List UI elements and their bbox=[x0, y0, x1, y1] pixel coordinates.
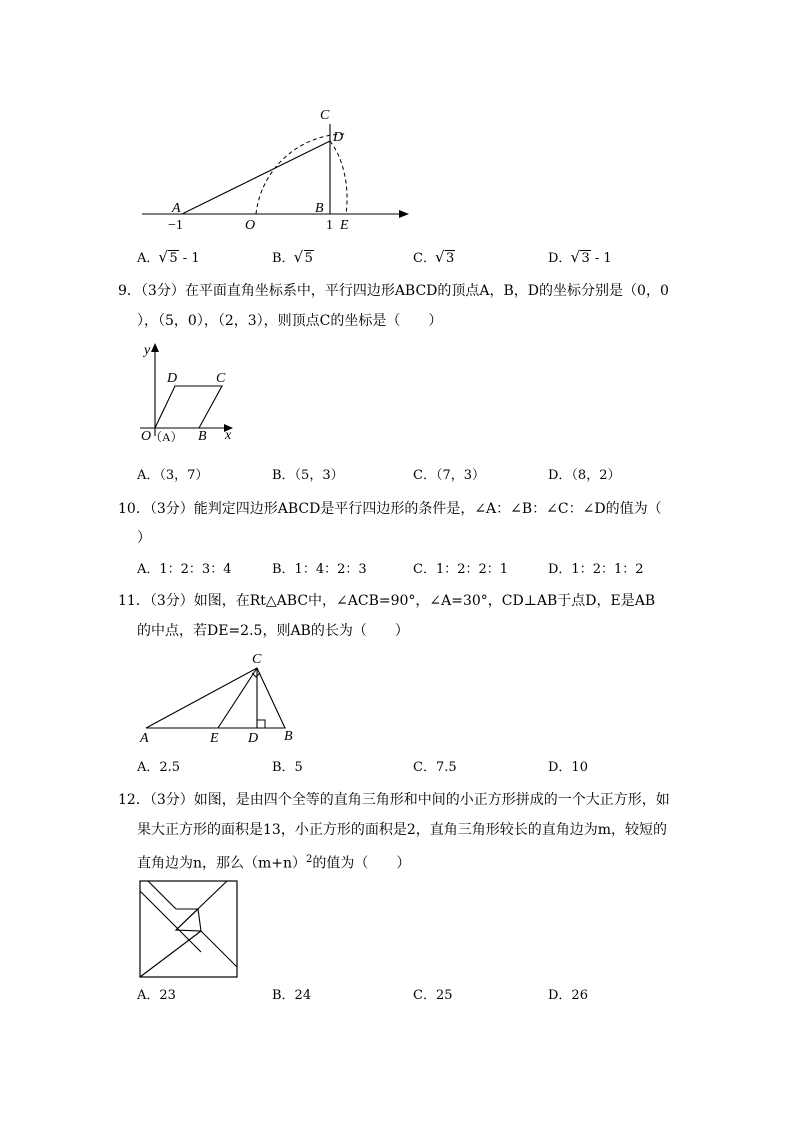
q10-text-line2: ） bbox=[137, 530, 151, 546]
triangle-edge-1 bbox=[140, 891, 201, 952]
option-letter: C． bbox=[413, 251, 436, 266]
q9-text-line2: ），（5，0），（2，3），则顶点C的坐标是（ ） bbox=[137, 313, 443, 329]
q10-option-d[interactable]: D．1：2：1：2 bbox=[548, 562, 644, 577]
label-A-paren: （A） bbox=[150, 430, 183, 444]
q11-option-d[interactable]: D．10 bbox=[548, 760, 588, 775]
q10-option-a[interactable]: A．1：2：3：4 bbox=[137, 562, 232, 577]
q10-text-line1: 10．（3分）能判定四边形ABCD是平行四边形的条件是，∠A：∠B：∠C：∠D的值为（ bbox=[118, 501, 662, 517]
q11-text-line2: 的中点，若DE=2.5，则AB的长为（ ） bbox=[137, 623, 409, 639]
q12-text-line2: 果大正方形的面积是13，小正方形的面积是2，直角三角形较长的直角边为m，较短的 bbox=[137, 822, 667, 838]
q12-line3-post: 的值为（ ） bbox=[312, 855, 411, 872]
q10-option-b[interactable]: B．1：4：2：3 bbox=[272, 562, 367, 577]
q11-option-b[interactable]: B．5 bbox=[272, 760, 303, 775]
label-D: D bbox=[333, 130, 344, 145]
q9-option-c[interactable]: C．（7，3） bbox=[413, 468, 485, 483]
q12-option-a[interactable]: A．23 bbox=[137, 988, 176, 1003]
q11-option-c[interactable]: C．7.5 bbox=[413, 760, 457, 775]
q12-option-c[interactable]: C．25 bbox=[413, 988, 453, 1003]
big-square bbox=[140, 881, 237, 977]
label-A: A bbox=[140, 731, 149, 746]
label-C: C bbox=[216, 371, 226, 386]
triangle-edge-2 bbox=[148, 881, 176, 909]
label-neg-one: −1 bbox=[168, 218, 183, 233]
q12-option-b[interactable]: B．24 bbox=[272, 988, 312, 1003]
radicand: 5 bbox=[304, 251, 313, 266]
option-letter: D． bbox=[548, 251, 572, 266]
q10-option-c[interactable]: C．1：2：2：1 bbox=[413, 562, 509, 577]
radicand: 5 bbox=[169, 251, 178, 266]
option-tail: - 1 bbox=[178, 251, 200, 266]
label-E: E bbox=[210, 731, 219, 746]
label-E: E bbox=[340, 218, 349, 233]
triangle-edge-5 bbox=[140, 931, 201, 977]
option-letter: B． bbox=[272, 251, 295, 266]
label-D: D bbox=[167, 371, 178, 386]
label-y: y bbox=[144, 343, 151, 358]
q12-text-line1: 12．（3分）如图，是由四个全等的直角三角形和中间的小正方形拼成的一个大正方形，如 bbox=[118, 792, 670, 808]
radicand: 3 bbox=[581, 251, 590, 266]
label-one: 1 bbox=[326, 218, 333, 233]
option-tail: - 1 bbox=[590, 251, 612, 266]
label-B: B bbox=[198, 429, 207, 444]
label-C: C bbox=[252, 652, 262, 667]
label-O: O bbox=[245, 218, 256, 233]
q9-option-b[interactable]: B．（5，3） bbox=[272, 468, 344, 483]
label-B: B bbox=[284, 729, 293, 744]
exponent: 2 bbox=[306, 854, 313, 865]
q11-text-line1: 11．（3分）如图，在Rt△ABC中，∠ACB=90°，∠A=30°，CD⊥AB于点D，E是AB bbox=[118, 593, 656, 609]
label-x: x bbox=[225, 428, 232, 443]
label-A: A bbox=[172, 201, 181, 216]
label-B: B bbox=[315, 201, 324, 216]
q12-line3-pre: 直角边为n，那么（m+n） bbox=[137, 855, 307, 872]
option-letter: A． bbox=[137, 251, 160, 266]
label-C: C bbox=[320, 108, 330, 123]
triangle-edge-4 bbox=[201, 931, 237, 967]
q11-option-a[interactable]: A．2.5 bbox=[137, 760, 181, 775]
label-D: D bbox=[248, 731, 259, 746]
q9-text-line1: 9．（3分）在平面直角坐标系中，平行四边形ABCD的顶点A，B，D的坐标分别是（0，0 bbox=[118, 283, 669, 299]
label-O: O bbox=[141, 429, 152, 444]
small-square bbox=[176, 909, 201, 931]
q9-option-a[interactable]: A．（3，7） bbox=[137, 468, 209, 483]
q12-option-d[interactable]: D．26 bbox=[548, 988, 588, 1003]
radicand: 3 bbox=[445, 251, 455, 266]
q9-option-d[interactable]: D．（8，2） bbox=[548, 468, 621, 483]
